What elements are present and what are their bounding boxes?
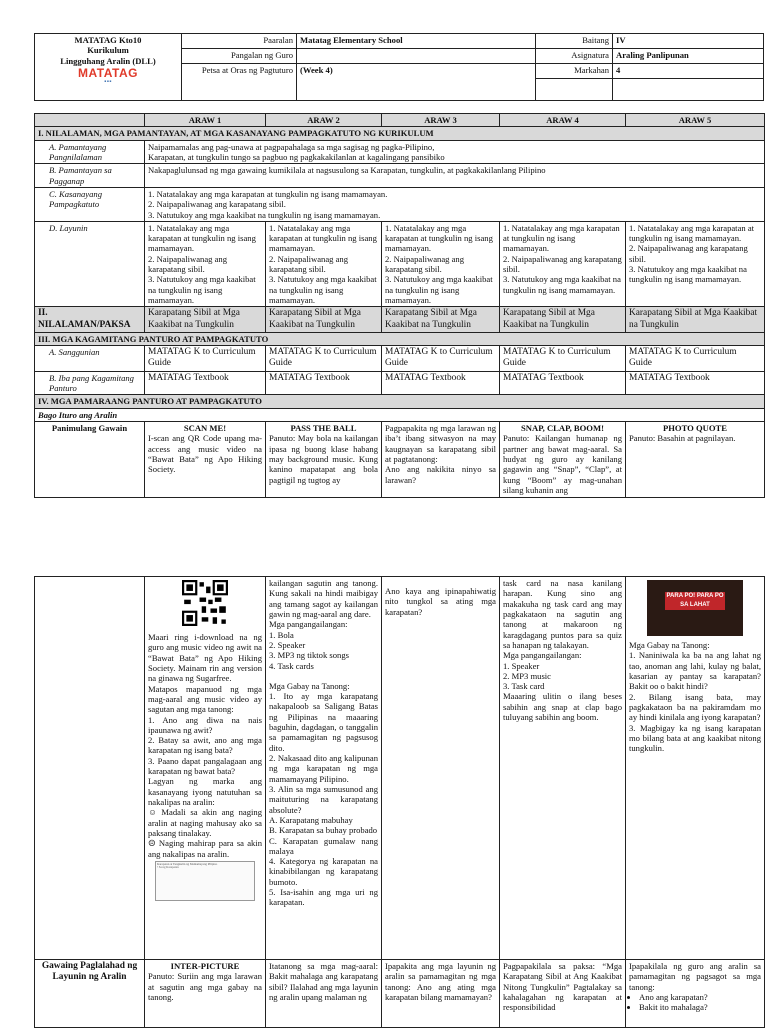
layunin-item: 1. Natatalakay ang mga karapatan at tungkulin ng isang mamamayan. (629, 222, 755, 244)
question-item: • Bakit ito mahalaga? (639, 1002, 761, 1012)
text-line: Ano kaya ang ipinapahiwatig nito tungkol sa ating mga karapatan? (385, 586, 496, 617)
activity-title: PHOTO QUOTE (662, 423, 728, 433)
text-line: task card na nasa kanilang harapan. Kung sino ang makakuha ng task card ang may pagkakataon na sagutin ang tanong at makaroon ng karagdagang puntos para sa quiz sa hanapan ng talakayan. (503, 578, 622, 650)
p2-day-3 (382, 577, 500, 960)
guro-label: Pangalan ng Guro (182, 49, 297, 64)
p2-day-4 (500, 577, 626, 960)
text-line: Naipamamalas ang pag-unawa at pagpapahalaga sa mga sagisag ng pagka-Pilipino, (148, 141, 435, 152)
section-1-title: I. NILALAMAN, MGA PAMANTAYAN, AT MGA KASANAYANG PAMPAGKATUTO NG KURIKULUM (35, 127, 765, 140)
empty-label-cell (35, 577, 145, 960)
text-line: 3. MP3 ng tiktok songs (269, 650, 349, 661)
section-3-title: III. MGA KAGAMITANG PANTURO AT PAMPAGKATUTO (35, 332, 765, 345)
text-line: 5. Isa-isahin ang mga uri ng karapatan. (269, 887, 378, 908)
activity-text: Ipapakilala ng guro ang aralin sa pamamagitan ng pagsagot sa mga tanong: (629, 961, 761, 992)
text-line: Mga pangangailangan: (269, 619, 348, 630)
guro-value (297, 49, 536, 64)
text-line: Maaaring ulitin o ilang beses sabihin ang snap at clap bago tuluyang sabihin ang boom. (503, 691, 622, 723)
text-line: Lagyan ng marka ang kasanayang iyong natutuhan sa nakalipas na aralin: (148, 776, 262, 807)
text-line: B. Karapatan sa buhay probado (269, 825, 378, 836)
text-line: 1. Natatalakay ang mga karapatan at tungkulin ng isang mamamayan. (148, 188, 388, 199)
paglalahad-day-2: Itatanong sa mga mag-aaral: Bakit mahalaga ang karapatang sibil? Ilalahad ang mga layunin ng aralin upang malaman ng (266, 960, 382, 1028)
text-line: 3. Paano dapat pangalagaan ang karapatan ng bawat bata? (148, 755, 262, 777)
layunin-item: 2. Naipapaliwanag ang karapatang sibil. (269, 253, 348, 275)
markahan-value: 4 (613, 64, 764, 79)
layunin-label: D. Layunin (35, 221, 145, 307)
kagamitan-day-4: MATATAG Textbook (500, 371, 626, 395)
pamantayan-sa-pagganap-value: Nakapaglulunsad ng mga gawaing kumikilala at nagsusulong sa Karapatan, tungkulin, at pagkakakilanlang Pilipino (145, 164, 765, 188)
sanggunian-day-1: MATATAG K to Curriculum Guide (145, 346, 266, 372)
activity-title: INTER-PICTURE (170, 961, 240, 971)
layunin-item: 2. Naipapaliwanag ang karapatang sibil. (385, 253, 464, 275)
layunin-day-5 (626, 221, 765, 307)
text-line: 1. Ano ang diwa na nais ipaunawa ng awit? (148, 714, 262, 735)
day-header-4: ARAW 4 (500, 114, 626, 127)
kasanayang-pampagkatuto-value (145, 187, 765, 221)
panimulang-day-2 (266, 422, 382, 498)
kagamitan-day-5: MATATAG Textbook (626, 371, 765, 395)
kagamitan-day-3: MATATAG Textbook (382, 371, 500, 395)
iba-pang-kagamitan-label: B. Iba pang Kagamitang Panturo (35, 371, 145, 395)
text-line: kailangan sagutin ang tanong. Kung sakali na hindi maibigay ang tamang sagot ay kailangan gawin ng mag-aaral ang dare. (269, 578, 378, 619)
sanggunian-day-2: MATATAG K to Curriculum Guide (266, 346, 382, 372)
kasanayang-pampagkatuto-label: C. Kasanayang Pampagkatuto (35, 187, 145, 221)
day-header-5: ARAW 5 (626, 114, 765, 127)
nilalaman-day-4: Karapatang Sibil at Mga Kaakibat na Tungkulin (500, 307, 626, 333)
paglalahad-layunin-label: Gawaing Paglalahad ng Layunin ng Aralin (35, 960, 145, 1028)
dll-title-cell (35, 34, 182, 101)
text-line: Matapos mapanuod ng mga mag-aaral ang music video ay sagutan ang mga tanong: (148, 683, 262, 715)
dll-title-line-1: MATATAG Kto10 (74, 35, 142, 45)
section-4-title: IV. MGA PAMARAANG PANTURO AT PAMPAGKATUTO (35, 395, 765, 408)
layunin-day-3 (382, 221, 500, 307)
text-line: 3. Natutukoy ang mga kaakibat na tungkulin ng isang mamamayan. (148, 209, 381, 220)
text-line: Mga Gabay na Tanong: (629, 640, 710, 650)
header-table (34, 33, 764, 101)
empty-cell (536, 79, 613, 101)
petsa-value: (Week 4) (297, 64, 536, 101)
qr-code-icon (182, 580, 228, 626)
activity-text: I-scan ang QR Code upang ma-access ang music video na “Bawat Bata” ng Apo Hiking Society. (148, 433, 262, 475)
layunin-item: 3. Natutukoy ang mga kaakibat na tungkulin ng isang mamamayan. (629, 264, 747, 285)
activity-question: Ano ang nakikita ninyo sa larawan? (385, 464, 496, 485)
dll-page-2-table (34, 576, 765, 1028)
text-line: 1. Speaker (503, 660, 540, 671)
sanggunian-day-5: MATATAG K to Curriculum Guide (626, 346, 765, 372)
layunin-item: 1. Natatalakay ang mga karapatan at tungkulin ng isang mamamayan. (503, 222, 620, 254)
question-item: • Ano ang karapatan? (639, 992, 761, 1002)
text-line: 2. Batay sa awit, ano ang mga karapatan ng isang bata? (148, 735, 262, 756)
photo-sign-text: PARA PO! PARA PO SA LAHAT (666, 593, 724, 608)
layunin-item: 2. Naipapaliwanag ang karapatang sibil. (629, 243, 748, 264)
panimulang-day-4 (500, 422, 626, 498)
p2-day-2 (266, 577, 382, 960)
text-line: 3. Task card (503, 681, 545, 692)
paglalahad-day-5 (626, 960, 765, 1028)
nilalaman-day-1: Karapatang Sibil at Mga Kaakibat na Tungkulin (145, 307, 266, 333)
pamantayang-pangnilalaman-value (145, 140, 765, 164)
paaralan-value: Matatag Elementary School (297, 34, 536, 49)
day-header-1: ARAW 1 (145, 114, 266, 127)
text-line: Mga pangangailangan: (503, 650, 582, 661)
layunin-item: 1. Natatalakay ang mga karapatan at tungkulin ng isang mamamayan. (385, 222, 493, 254)
day-header-2: ARAW 2 (266, 114, 382, 127)
thumbnail-title: Karapatan at Tungkulin ng Mamamayang Pilipino (157, 861, 218, 866)
layunin-item: 1. Natatalakay ang mga karapatan at tungkulin ng isang mamamayan. (269, 222, 377, 254)
layunin-item: 3. Natutukoy ang mga kaakibat na tungkulin ng isang mamamayan. (503, 274, 621, 295)
section-4-subtitle: Bago Ituro ang Aralin (35, 408, 765, 421)
text-line: 1. Bola (269, 629, 294, 640)
pamantayan-sa-pagganap-label: B. Pamantayan sa Pagganap (35, 164, 145, 188)
matatag-logo-sub-icon: ■ ■ ■ (104, 79, 112, 84)
text-line: 2. Bilang isang bata, may pagkakataon ba na pakiramdam mo ay hindi kinilala ang iyong karapatan? (629, 691, 761, 723)
pamantayang-pangnilalaman-label: A. Pamantayang Pangnilalaman (35, 140, 145, 164)
activity-title: SNAP, CLAP, BOOM! (521, 423, 604, 433)
text-line: 2. MP3 music (503, 670, 551, 681)
panimulang-gawain-label: Panimulang Gawain (35, 422, 145, 498)
dll-title-line-2: Kurikulum (87, 45, 129, 56)
text-line: 2. Naipapaliwanag ang karapatang sibil. (148, 199, 286, 210)
paglalahad-day-1 (145, 960, 266, 1028)
activity-text: Panuto: Suriin ang mga larawan at sagutin ang mga gabay na tanong. (148, 971, 262, 1002)
layunin-day-2 (266, 221, 382, 307)
nilalaman-day-3: Karapatang Sibil at Mga Kaakibat na Tungkulin (382, 307, 500, 333)
baitang-label: Baitang (536, 34, 613, 49)
text-line: 1. Ito ay mga karapatang nakapaloob sa Saligang Batas ng Pilipinas na maaaring baguhin, dagdagan, o tanggalin sa pamamagitan ng pagsusog dito. (269, 691, 378, 753)
kagamitan-day-2: MATATAG Textbook (266, 371, 382, 395)
day-header-3: ARAW 3 (382, 114, 500, 127)
text-line: 2. Speaker (269, 639, 306, 650)
activity-text: Pagpapakita ng mga larawan ng iba’t ibang sitwasyon na may kaugnayan sa karapatang sibil at pagtatanong: (385, 423, 496, 464)
text-line: 1. Naniniwala ka ba na ang lahat ng tao, anoman ang lahi, kulay ng balat, kasarian ay pantay sa karapatan? Bakit oo o bakit hindi? (629, 650, 761, 692)
spacer (269, 671, 378, 681)
layunin-item: 2. Naipapaliwanag ang karapatang sibil. (148, 253, 227, 275)
empty-cell (613, 79, 764, 101)
text-line: A. Karapatang mabuhay (269, 814, 353, 825)
text-line: 4. Kategorya ng karapatan na kinabibilangan ng karapatang bumoto. (269, 856, 378, 887)
asignatura-value: Araling Panlipunan (613, 49, 764, 64)
layunin-item: 3. Natutukoy ang mga kaakibat na tungkulin ng isang mamamayan. (148, 274, 256, 305)
baitang-value: IV (613, 34, 764, 49)
text-line: Maari ring i-download na ng guro ang music video ng awit na “Bawat Bata” ng Apo Hiking Society. Mainam rin ang version na ginawa ng Sugarfree. (148, 632, 262, 684)
text-line: 2. Nakasaad dito ang kalipunan ng mga karapatan ng mga mamamayang Pilipino. (269, 753, 378, 784)
thumbnail-item: • Sa ng Karapatan (157, 865, 179, 870)
layunin-item: 3. Natutukoy ang mga kaakibat na tungkulin ng isang mamamayan. (269, 274, 377, 305)
layunin-day-1 (145, 221, 266, 307)
layunin-item: 2. Naipapaliwanag ang karapatang sibil. (503, 253, 622, 275)
text-line: Karapatan, at tungkulin tungo sa pagbuo ng pagkakakilanlan at kagalingang pansibiko (148, 151, 445, 162)
text-line: ☺ Madali sa akin ang naging aralin at naging mahusay ako sa paksang tinalakay. (148, 807, 262, 838)
paglalahad-day-3: Ipapakita ang mga layunin ng aralin sa pamamagitan ng mga tanong: Ano ang ating mga karapatan bilang mamamayan? (382, 960, 500, 1028)
asignatura-label: Asignatura (536, 49, 613, 64)
sanggunian-label: A. Sanggunian (35, 346, 145, 372)
dll-title-line-3: Lingguhang Aralin (DLL) (60, 55, 156, 66)
activity-text: Panuto: May bola na kailangan ipasa ng buong klase habang may background music. Kung kanino mapatapat ang bola pagtigil ng tugtog ay (269, 433, 378, 485)
activity-title: PASS THE BALL (290, 423, 357, 433)
question-list (629, 992, 761, 1013)
paglalahad-day-4: Pagpapakilala sa paksa: “Mga Karapatang Sibil at Ang Kaakibat Nitong Tungkulin” Pagtalakay sa kahalagahan ng karapatan at responsibilidad (500, 960, 626, 1028)
kagamitan-day-1: MATATAG Textbook (145, 371, 266, 395)
layunin-item: 1. Natatalakay ang mga karapatan at tungkulin ng isang mamamayan. (148, 222, 256, 254)
markahan-label: Markahan (536, 64, 613, 79)
nilalaman-day-2: Karapatang Sibil at Mga Kaakibat na Tungkulin (266, 307, 382, 333)
photo-quote-image (647, 580, 743, 636)
empty-header-cell (35, 114, 145, 127)
activity-title: SCAN ME! (183, 423, 227, 433)
p2-day-1 (145, 577, 266, 960)
panimulang-day-3 (382, 422, 500, 498)
text-line: 4. Task cards (269, 660, 314, 671)
p2-day-5 (626, 577, 765, 960)
sanggunian-day-3: MATATAG K to Curriculum Guide (382, 346, 500, 372)
nilalaman-day-5: Karapatang Sibil at Mga Kaakibat na Tungkulin (626, 307, 765, 333)
matatag-logo: MATATAG (78, 65, 138, 80)
text-line: C. Karapatan gumalaw nang malaya (269, 835, 378, 856)
panimulang-day-5 (626, 422, 765, 498)
sanggunian-day-4: MATATAG K to Curriculum Guide (500, 346, 626, 372)
layunin-item: 3. Natutukoy ang mga kaakibat na tungkulin ng isang mamamayan. (385, 274, 493, 305)
text-line: 3. Alin sa mga sumusunod ang maituturing na karapatang absolute? (269, 783, 378, 815)
days-header-row (35, 114, 765, 127)
layunin-day-4 (500, 221, 626, 307)
activity-text: Panuto: Kailangan humanap ng partner ang bawat mag-aaral. Sa hudyat ng guro ay kanilang gagawin ang “Snap”, “Clap”, at kung “Boom” ay mag-unahan silang kuhanin ang (503, 433, 622, 495)
nilalaman-label: II. NILALAMAN/PAKSA (35, 307, 145, 333)
dll-main-table (34, 113, 765, 498)
petsa-label: Petsa at Oras ng Pagtuturo (182, 64, 297, 101)
text-line: ☹ Naging mahirap para sa akin ang nakalipas na aralin. (148, 838, 262, 859)
panimulang-day-1 (145, 422, 266, 498)
slide-thumbnail (155, 861, 255, 901)
paaralan-label: Paaralan (182, 34, 297, 49)
spacer (385, 578, 496, 586)
activity-text: Panuto: Basahin at pagnilayan. (629, 433, 736, 444)
text-line: 3. Magbigay ka ng isang karapatan mo bilang bata at ang kaakibat nitong tungkulin. (629, 722, 761, 754)
text-line: Mga Gabay na Tanong: (269, 680, 350, 691)
